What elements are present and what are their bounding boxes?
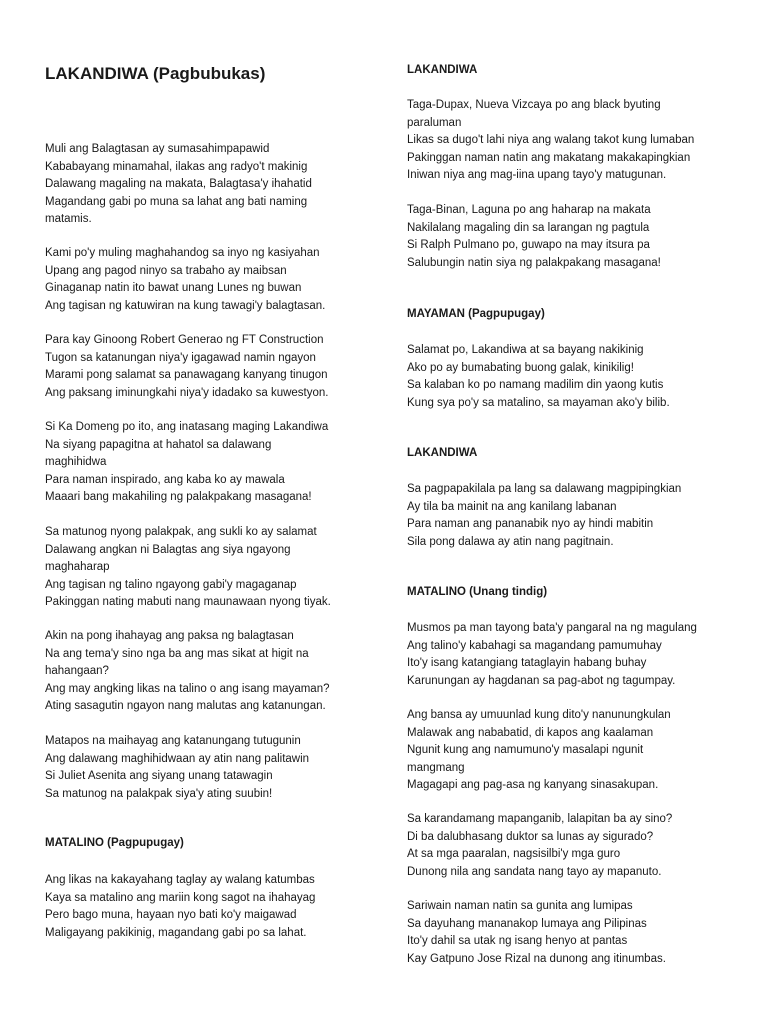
poem-line: Sa matunog nyong palakpak, ang sukli ko ay salamat bbox=[45, 526, 317, 538]
poem-line: Iniwan niya ang mag-iina upang tayo'y matugunan. bbox=[407, 169, 667, 181]
poem-line: Para naman inspirado, ang kaba ko ay mawala bbox=[45, 473, 285, 486]
poem-line: Kaya sa matalino ang mariin kong sagot na ihahayag bbox=[45, 891, 316, 904]
poem-line: Magandang gabi po muna sa lahat ang bati naming bbox=[45, 195, 308, 208]
poem-line: Para naman ang pananabik nyo ay hindi mabitin bbox=[407, 518, 654, 530]
poem-line: Sila pong dalawa ay atin nang pagitnain. bbox=[407, 535, 614, 548]
poem-line: Sa kalaban ko po namang madilim din yaong kutis bbox=[407, 379, 664, 391]
poem-line: Maligayang pakikinig, magandang gabi po sa lahat. bbox=[45, 926, 307, 939]
poem-line: Si Ka Domeng po ito, ang inatasang maging Lakandiwa bbox=[45, 421, 329, 433]
poem-line: Ang talino'y kabahagi sa magandang pamumuhay bbox=[407, 639, 662, 652]
poem-line: Kami po'y muling maghahandog sa inyo ng kasiyahan bbox=[45, 247, 320, 259]
poem-line: Matapos na maihayag ang katanungang tutugunin bbox=[45, 735, 301, 747]
stanza bbox=[45, 332, 328, 402]
poem-line: Akin na pong ihahayag ang paksa ng balagtasan bbox=[45, 630, 294, 642]
poem-line: Para kay Ginoong Robert Generao ng FT Construction bbox=[45, 334, 324, 346]
stanza bbox=[407, 620, 697, 690]
poem-line: Ang dalawang maghihidwaan ay atin nang palitawin bbox=[45, 752, 310, 765]
poem-line: Maaari bang makahiling ng palakpakang masagana! bbox=[45, 491, 312, 503]
stanza bbox=[45, 628, 329, 716]
stanza bbox=[407, 481, 681, 551]
poem-line: Malawak ang nababatid, di kapos ang kaalaman bbox=[407, 726, 654, 739]
stanza bbox=[45, 733, 309, 803]
poem-line: Ating sasagutin ngayon nang malutas ang katanungan. bbox=[45, 700, 326, 712]
poem-line: Ang likas na kakayahang taglay ay walang katumbas bbox=[45, 874, 315, 886]
poem-line: Pakinggan naman natin ang makatang makakapingkian bbox=[407, 151, 691, 164]
poem-line: Salamat po, Lakandiwa at sa bayang nakikinig bbox=[407, 344, 644, 356]
poem-line: Sa matunog na palakpak siya'y ating suubin! bbox=[45, 787, 273, 800]
stanza bbox=[407, 342, 670, 412]
section-heading: LAKANDIWA bbox=[407, 64, 478, 76]
poem-line: Marami pong salamat sa panawagang kanyang tinugon bbox=[45, 369, 328, 381]
poem-line: maghihidwa bbox=[45, 456, 107, 468]
poem-line: Si Ralph Pulmano po, guwapo na may itsura pa bbox=[407, 239, 650, 251]
poem-line: paraluman bbox=[407, 116, 462, 129]
poem-line: At sa mga paaralan, nagsisilbi'y mga guro bbox=[407, 848, 621, 860]
poem-line: Na siyang papagitna at hahatol sa dalawang bbox=[45, 438, 272, 451]
poem-line: Sa dayuhang mananakop lumaya ang Pilipinas bbox=[407, 917, 647, 930]
stanza bbox=[407, 898, 666, 968]
poem-line: matamis. bbox=[45, 213, 92, 225]
section-heading: MAYAMAN (Pagpupugay) bbox=[407, 308, 545, 320]
poem-line: Dalawang magaling na makata, Balagtasa'y ihahatid bbox=[45, 178, 312, 190]
poem-line: Ay tila ba mainit na ang kanilang labanan bbox=[407, 500, 617, 513]
section-heading: MATALINO (Unang tindig) bbox=[407, 586, 548, 598]
poem-line: Kay Gatpuno Jose Rizal na dunong ang itinumbas. bbox=[407, 952, 666, 965]
stanza bbox=[45, 245, 325, 315]
poem-line: Salubungin natin siya ng palakpakang masagana! bbox=[407, 256, 661, 269]
stanza bbox=[45, 872, 315, 942]
poem-line: Si Juliet Asenita ang siyang unang tatawagin bbox=[45, 770, 273, 782]
poem-line: Likas sa dugo't lahi niya ang walang takot kung lumaban bbox=[407, 134, 695, 146]
poem-line: Upang ang pagod ninyo sa trabaho ay maibsan bbox=[45, 264, 287, 277]
poem-line: Sariwain naman natin sa gunita ang lumipas bbox=[407, 900, 633, 912]
stanza bbox=[407, 811, 672, 881]
poem-line: Ang paksang iminungkahi niya'y idadako sa kuwestyon. bbox=[45, 386, 329, 399]
poem-line: mangmang bbox=[407, 761, 465, 774]
poem-line: maghaharap bbox=[45, 561, 110, 573]
page-title: LAKANDIWA (Pagbubukas) bbox=[45, 64, 266, 83]
poem-line: Taga-Binan, Laguna po ang haharap na makata bbox=[407, 204, 651, 216]
poem-line: Ginaganap natin ito bawat unang Lunes ng buwan bbox=[45, 282, 302, 294]
poem-line: Pero bago muna, hayaan nyo bati ko'y maigawad bbox=[45, 909, 297, 921]
stanza bbox=[45, 524, 331, 612]
poem-line: Ang may angking likas na talino o ang isang mayaman? bbox=[45, 682, 330, 695]
poem-line: Muli ang Balagtasan ay sumasahimpapawid bbox=[45, 143, 270, 155]
poem-line: Sa karandamang mapanganib, lalapitan ba ay sino? bbox=[407, 813, 673, 825]
poem-line: Ito'y isang katangiang tataglayin habang buhay bbox=[407, 657, 647, 669]
stanza bbox=[45, 141, 312, 229]
poem-line: Taga-Dupax, Nueva Vizcaya po ang black byuting bbox=[407, 99, 661, 111]
poem-line: Nakilalang magaling din sa larangan ng pagtula bbox=[407, 221, 650, 234]
poem-line: Kung sya po'y sa matalino, sa mayaman ako'y bilib. bbox=[407, 396, 670, 409]
poem-line: Ito'y dahil sa utak ng isang henyo at pantas bbox=[407, 935, 628, 947]
poem-line: Musmos pa man tayong bata'y pangaral na ng magulang bbox=[407, 622, 697, 634]
poem-line: Pakinggan nating mabuti nang maunawaan nyong tiyak. bbox=[45, 596, 331, 608]
poem-line: Tugon sa katanungan niya'y igagawad namin ngayon bbox=[45, 351, 316, 364]
poem-line: Di ba dalubhasang duktor sa lunas ay sigurado? bbox=[407, 830, 654, 843]
poem-line: Ang bansa ay umuunlad kung dito'y nanunungkulan bbox=[407, 709, 671, 721]
section-heading: MATALINO (Pagpupugay) bbox=[45, 837, 184, 849]
poem-line: Magagapi ang pag-asa ng kanyang sinasakupan. bbox=[407, 779, 659, 791]
poem-line: Ngunit kung ang namumuno'y masalapi ngunit bbox=[407, 744, 644, 756]
stanza bbox=[407, 97, 694, 185]
poem-line: Karunungan ay hagdanan sa pag-abot ng tagumpay. bbox=[407, 674, 676, 687]
poem-line: Na ang tema'y sino nga ba ang mas sikat at higit na bbox=[45, 647, 309, 660]
poem-line: Ang tagisan ng katuwiran na kung tawagi'y balagtasan. bbox=[45, 299, 326, 312]
poem-line: Ang tagisan ng talino ngayong gabi'y magaganap bbox=[45, 578, 297, 591]
section-heading: LAKANDIWA bbox=[407, 447, 478, 459]
stanza bbox=[45, 419, 328, 507]
poem-line: hahangaan? bbox=[45, 665, 109, 677]
poem-line: Kababayang minamahal, ilakas ang radyo't makinig bbox=[45, 160, 308, 173]
poem-line: Ako po ay bumabating buong galak, kinikilig! bbox=[407, 361, 634, 374]
poem-line: Dalawang angkan ni Balagtas ang siya ngayong bbox=[45, 543, 291, 556]
stanza bbox=[407, 707, 671, 795]
poem-line: Sa pagpapakilala pa lang sa dalawang magpipingkian bbox=[407, 483, 682, 495]
stanza bbox=[407, 202, 661, 272]
poem-line: Dunong nila ang sandata nang tayo ay mapanuto. bbox=[407, 865, 662, 878]
